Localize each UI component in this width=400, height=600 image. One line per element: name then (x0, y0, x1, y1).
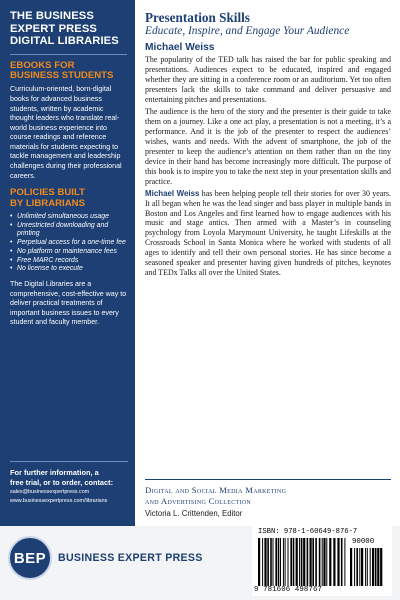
barcode-bar (280, 538, 281, 586)
barcode-bar (329, 538, 331, 586)
barcode-bar (356, 548, 358, 586)
barcode-bar (354, 548, 355, 586)
barcode-bar (377, 548, 379, 586)
barcode-bar (323, 538, 325, 586)
barcode-bar (372, 548, 374, 586)
barcode-bar (312, 538, 314, 586)
collection-editor: Victoria L. Crittenden, Editor (145, 509, 243, 519)
barcode-bar (262, 538, 263, 586)
barcode-bar (344, 538, 345, 586)
barcode-bar (326, 538, 327, 586)
barcode-bar (337, 538, 339, 586)
barcode-bar (322, 538, 323, 586)
barcode-bar (258, 538, 260, 586)
author-bio (145, 189, 391, 279)
digital-libraries-text: The Digital Libraries are a comprehensive, cost-effective way to deliver practical treatments of important business issues to every student and faculty member. (10, 279, 127, 327)
contact-url: www.businessexpertpress.com/librarians (10, 497, 108, 504)
barcode-bar (303, 538, 305, 586)
description-paragraph: The popularity of the TED talk has raised the bar for public speaking and presentations. Audiences expect to be educated, inspired and engaged whether they are sitting in a conference room or an auditorium. Yet too often presenters lack the skills to take command and deliver persuasive and entertaining pitches and presentations. (145, 55, 391, 105)
barcode-bar (367, 548, 368, 586)
barcode-bar (315, 538, 317, 586)
policy-item: • Perpetual access for a one-time fee (10, 239, 127, 248)
barcode-bar (370, 548, 371, 586)
divider (10, 461, 128, 462)
book-description-column (145, 10, 391, 278)
barcode-bar (273, 538, 274, 586)
barcode-bar (361, 548, 363, 586)
barcode-box (252, 526, 392, 596)
barcode-bar (264, 538, 266, 586)
barcode-icon (258, 538, 346, 586)
barcode-bar (267, 538, 269, 586)
ebooks-heading: EBOOKS FOR BUSINESS STUDENTS (10, 59, 114, 81)
price-code: 90000 (352, 538, 375, 546)
sidebar-title: THE BUSINESS EXPERT PRESS DIGITAL LIBRARIES (10, 10, 127, 55)
bio-text: has been helping people tell their stories for over 30 years. It all began when he was the lead singer and bass player in multiple bands in Boston and Los Angeles and first learned how to engage audiences with his music and stage antics. Then armed with a Master’s in counseling psychology from Loyola Marymount University, he taught Lifeskills at the Crossroads School in Santa Monica where he worked with students of all ages to identify and tell their own personal stories. He has since become a seasoned speaker and presenter having given hundreds of pitches, keynotes and TEDx Talks all over the United States. (145, 188, 392, 278)
barcode-bar (310, 538, 312, 586)
publisher-name: BUSINESS EXPERT PRESS (58, 552, 203, 564)
contact-email: sales@businessexpertpress.com (10, 489, 90, 496)
barcode-bar (380, 548, 382, 586)
policy-item: • Unrestricted downloading and printing (10, 222, 127, 239)
barcode-bar (319, 538, 321, 586)
barcode-bar (270, 538, 272, 586)
description-paragraph: The audience is the hero of the story and the presenter is their guide to take them on a journey. Like a one act play, a presentation is not a meeting, it’s a performance. And it is the job of the presenter to respect the audiences’ wishes, wants and needs. With the advent of smartphone, the job of the presenter to keep the audience’s attention on them rather than on the tiny device in their hand has become increasingly more difficult. The purpose of this book is to inspire you to take the next step in your presentation skills and practice. (145, 106, 391, 186)
barcode-bar (333, 538, 335, 586)
barcode-bar (350, 548, 352, 586)
price-barcode-icon (350, 548, 384, 586)
bep-logo-icon: BEP (8, 536, 52, 580)
barcode-bar (359, 548, 360, 586)
policy-item: • Free MARC records (10, 257, 127, 266)
book-title: Presentation Skills (145, 10, 250, 25)
barcode-bar (288, 538, 289, 586)
barcode-bar (275, 538, 277, 586)
barcode-bar (375, 548, 377, 586)
author-name: Michael Weiss (145, 42, 215, 54)
barcode-bar (299, 538, 300, 586)
policies-heading: POLICIES BUILT BY LIBRARIANS (10, 187, 85, 209)
library-sidebar (0, 0, 135, 600)
barcode-bar (290, 538, 292, 586)
barcode-bar (301, 538, 303, 586)
contact-block (10, 461, 128, 505)
policies-list (10, 213, 127, 274)
barcode-bar (283, 538, 284, 586)
divider (145, 479, 391, 480)
further-info-text: For further information, a free trial, or to order, contact: (10, 468, 114, 487)
barcode-bar (285, 538, 286, 586)
collection-name: Digital and Social Media Marketing and Advertising Collection (145, 485, 287, 507)
barcode-bar (307, 538, 309, 586)
barcode-bar (296, 538, 298, 586)
contact-details (10, 488, 128, 505)
barcode-bar (341, 538, 343, 586)
barcode-bar (293, 538, 295, 586)
policy-item: • No license to execute (10, 265, 127, 274)
ebooks-text: Curriculum-oriented, born-digital books for advanced business students, written by academic thought leaders who translate real-world business experience into course readings and reference materials for students expecting to tackle management and leadership challenges during their professional careers. (10, 85, 122, 180)
barcode-bar (278, 538, 280, 586)
policy-item: • Unlimited simultaneous usage (10, 213, 127, 222)
barcode-digits: 9 781606 498767 (254, 586, 323, 594)
policy-item: • No platform or maintenance fees (10, 248, 127, 257)
collection-block (145, 479, 391, 518)
barcode-bar (365, 548, 366, 586)
bio-author-name: Michael Weiss (145, 188, 200, 198)
isbn-text: ISBN: 978-1-60649-876-7 (258, 528, 358, 536)
book-subtitle: Educate, Inspire, and Engage Your Audience (145, 25, 350, 37)
